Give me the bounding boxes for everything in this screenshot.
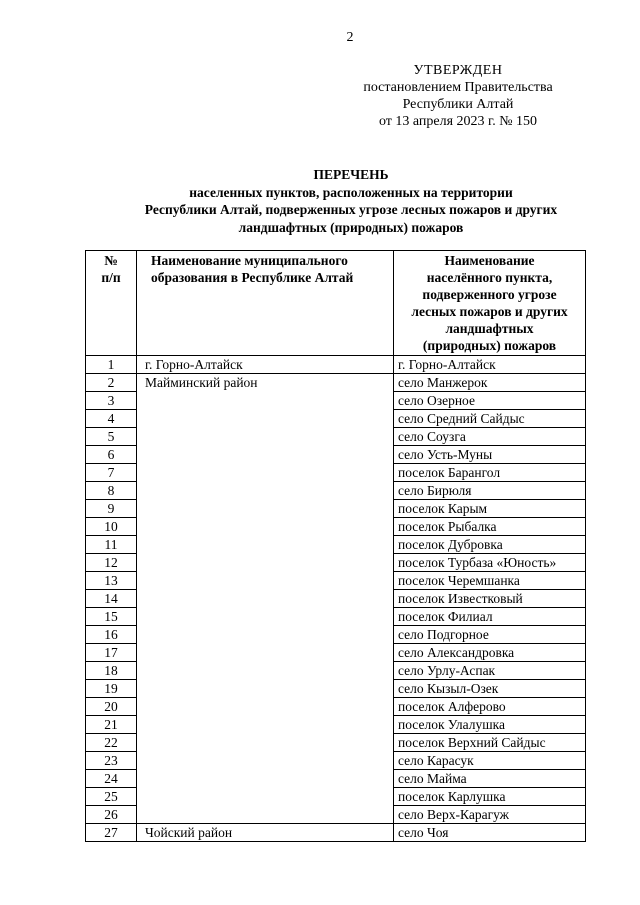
row-number: 22: [86, 734, 137, 752]
municipality-cell: Чойский район: [137, 824, 394, 842]
settlement-cell: поселок Черемшанка: [394, 572, 586, 590]
row-number: 7: [86, 464, 137, 482]
row-number: 24: [86, 770, 137, 788]
header-text: лесных пожаров и других: [411, 304, 568, 319]
settlement-cell: поселок Улалушка: [394, 716, 586, 734]
settlement-cell: село Чоя: [394, 824, 586, 842]
row-number: 18: [86, 662, 137, 680]
settlement-cell: село Средний Сайдыс: [394, 410, 586, 428]
table-row: [86, 356, 586, 374]
row-number: 6: [86, 446, 137, 464]
page-number: 2: [346, 30, 354, 45]
table-row: [86, 824, 586, 842]
settlement-cell: село Верх-Карагуж: [394, 806, 586, 824]
title-line: населенных пунктов, расположенных на территории: [189, 184, 513, 200]
header-text: подверженного угрозе: [422, 287, 557, 302]
header-text: Наименование: [444, 253, 535, 268]
title-line: Республики Алтай, подверженных угрозе лесных пожаров и других: [144, 202, 558, 217]
row-number: 19: [86, 680, 137, 698]
row-number: 8: [86, 482, 137, 500]
approval-stamp: [320, 62, 596, 130]
header-text: п/п: [101, 270, 121, 285]
row-number: 25: [86, 788, 137, 806]
row-number: 15: [86, 608, 137, 626]
header-municipality: [137, 251, 394, 356]
settlement-cell: село Кызыл-Озек: [394, 680, 586, 698]
row-number: 5: [86, 428, 137, 446]
header-text: №: [104, 253, 118, 268]
settlement-cell: поселок Дубровка: [394, 536, 586, 554]
settlement-cell: село Усть-Муны: [394, 446, 586, 464]
row-number: 12: [86, 554, 137, 572]
approval-date: от 13 апреля 2023 г. № 150: [378, 114, 538, 129]
settlement-cell: село Александровка: [394, 644, 586, 662]
approval-heading: УТВЕРЖДЕН: [413, 63, 503, 78]
settlement-cell: поселок Филиал: [394, 608, 586, 626]
title-heading: ПЕРЕЧЕНЬ: [313, 167, 389, 182]
header-text: образования в Республике Алтай: [151, 270, 354, 285]
settlement-cell: село Соузга: [394, 428, 586, 446]
settlement-cell: поселок Турбаза «Юность»: [394, 554, 586, 572]
row-number: 27: [86, 824, 137, 842]
row-number: 11: [86, 536, 137, 554]
settlement-cell: поселок Карлушка: [394, 788, 586, 806]
row-number: 13: [86, 572, 137, 590]
settlement-cell: село Бирюля: [394, 482, 586, 500]
row-number: 4: [86, 410, 137, 428]
header-number: [86, 251, 137, 356]
row-number: 1: [86, 356, 137, 374]
header-text: (природных) пожаров: [422, 338, 557, 353]
settlement-cell: поселок Карым: [394, 500, 586, 518]
settlement-cell: село Озерное: [394, 392, 586, 410]
settlement-cell: село Карасук: [394, 752, 586, 770]
title-line: ландшафтных (природных) пожаров: [238, 219, 464, 235]
table-header-row: [86, 251, 586, 356]
settlement-cell: село Майма: [394, 770, 586, 788]
row-number: 23: [86, 752, 137, 770]
header-text: Наименование муниципального: [151, 253, 348, 268]
approval-line: Республики Алтай: [402, 97, 514, 112]
row-number: 16: [86, 626, 137, 644]
table-body: [86, 356, 586, 842]
settlement-cell: село Подгорное: [394, 626, 586, 644]
settlement-cell: село Манжерок: [394, 374, 586, 392]
row-number: 20: [86, 698, 137, 716]
header-text: населённого пункта,: [426, 270, 553, 285]
settlement-cell: поселок Барангол: [394, 464, 586, 482]
row-number: 14: [86, 590, 137, 608]
municipality-cell: г. Горно-Алтайск: [137, 356, 394, 374]
row-number: 10: [86, 518, 137, 536]
settlements-table: [85, 250, 586, 842]
header-text: ландшафтных: [445, 321, 534, 336]
municipality-cell: Майминский район: [137, 374, 394, 824]
row-number: 9: [86, 500, 137, 518]
settlement-cell: поселок Известковый: [394, 590, 586, 608]
approval-line: постановлением Правительства: [363, 80, 553, 95]
header-settlement: [394, 251, 586, 356]
row-number: 26: [86, 806, 137, 824]
row-number: 17: [86, 644, 137, 662]
settlement-cell: г. Горно-Алтайск: [394, 356, 586, 374]
row-number: 21: [86, 716, 137, 734]
row-number: 2: [86, 374, 137, 392]
settlement-cell: поселок Верхний Сайдыс: [394, 734, 586, 752]
row-number: 3: [86, 392, 137, 410]
table-row: [86, 374, 586, 392]
settlement-cell: поселок Рыбалка: [394, 518, 586, 536]
document-title: [86, 166, 616, 236]
settlement-cell: поселок Алферово: [394, 698, 586, 716]
settlement-cell: село Урлу-Аспак: [394, 662, 586, 680]
